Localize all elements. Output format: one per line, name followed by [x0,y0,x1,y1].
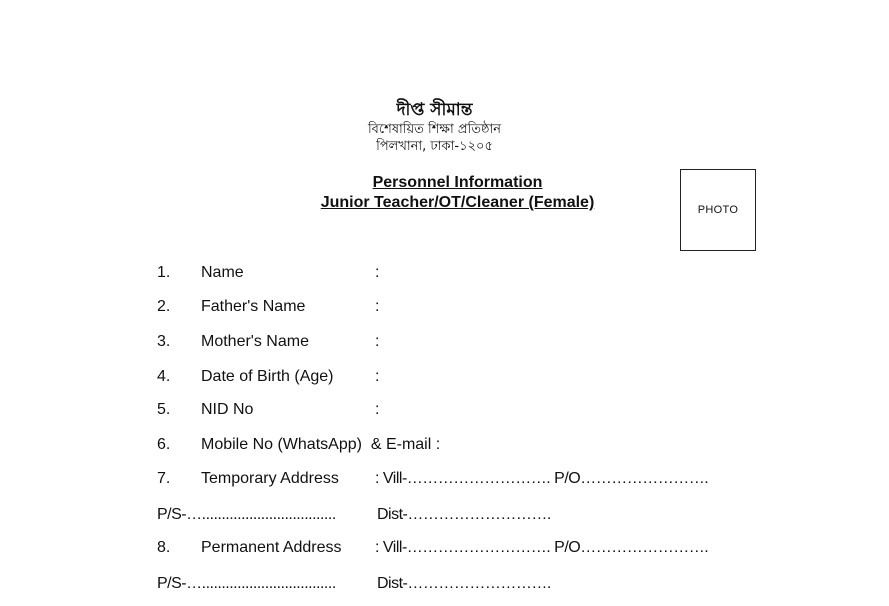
field-number: 6. [157,436,171,453]
field-colon: : [375,264,380,281]
field-number: 8. [157,539,171,556]
field-row-permanent-address [0,537,889,559]
field-label-fathers-name: Father's Name [201,298,306,315]
field-number: 4. [157,368,171,385]
temporary-address-ps: P/S-….................................. [157,506,336,523]
form-title-line-1: Personnel Information [372,174,543,191]
photo-label: PHOTO [697,204,739,216]
field-label-mobile-email: Mobile No (WhatsApp) & E-mail : [201,436,441,453]
field-label-name: Name [201,264,244,281]
field-number: 1. [157,264,171,281]
form-title [300,173,615,213]
form-title-line-2: Junior Teacher/OT/Cleaner (Female) [320,194,595,211]
permanent-address-ps: P/S-….................................. [157,575,336,592]
field-number: 2. [157,298,171,315]
permanent-address-line-2 [0,573,889,595]
organization-subtitle: বিশেষায়িত শিক্ষা প্রতিষ্ঠান [367,122,502,137]
field-colon: : [375,298,380,315]
field-row-nid [0,399,889,421]
organization-header [0,100,889,155]
temporary-address-vill-po-line: : Vill-………………………. P/O……………………. [375,470,709,487]
field-label-nid: NID No [201,401,254,418]
field-number: 7. [157,470,171,487]
temporary-address-dist: Dist-………………………. [377,506,551,523]
field-label-permanent-address: Permanent Address [201,539,342,556]
temporary-address-line-2 [0,504,889,526]
field-label-date-of-birth: Date of Birth (Age) [201,368,334,385]
field-row-fathers-name [0,296,889,318]
field-colon: : [375,368,380,385]
field-label-mothers-name: Mother's Name [201,333,309,350]
permanent-address-vill-po-line: : Vill-………………………. P/O……………………. [375,539,709,556]
field-label-temporary-address: Temporary Address [201,470,339,487]
field-colon: : [375,333,380,350]
field-row-mothers-name [0,331,889,353]
organization-name: দীপ্ত সীমান্ত [396,100,473,120]
photo-box [680,169,756,251]
organization-address: পিলখানা, ঢাকা-১২০৫ [376,139,493,154]
field-row-name [0,262,889,284]
field-number: 5. [157,401,171,418]
field-number: 3. [157,333,171,350]
field-row-temporary-address [0,468,889,490]
permanent-address-dist: Dist-………………………. [377,575,551,592]
field-colon: : [375,401,380,418]
field-row-mobile-email [0,434,889,456]
field-row-date-of-birth [0,366,889,388]
